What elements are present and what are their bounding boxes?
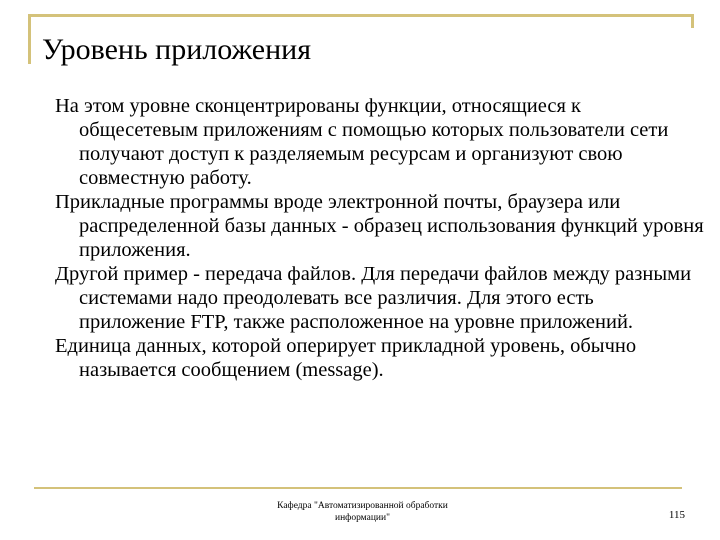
paragraph-3: Другой пример - передача файлов. Для передачи файлов между разными системами надо преодолевать все различия. Для этого есть приложение FTP, также расположенное на уровне приложений. xyxy=(55,263,692,333)
footer-rule xyxy=(34,487,682,489)
frame-right-tick xyxy=(691,14,694,28)
slide-body xyxy=(55,94,705,382)
paragraph-2: Прикладные программы вроде электронной почты, браузера или распределенной базы данных - образец использования функций уровня приложения. xyxy=(55,191,704,261)
footer-caption-line-1: Кафедра "Автоматизированной обработки xyxy=(277,501,448,511)
frame-left-line xyxy=(28,14,31,64)
paragraph-4: Единица данных, которой оперирует прикладной уровень, обычно называется сообщением (message). xyxy=(55,335,637,381)
footer-caption-line-2: информации" xyxy=(335,513,390,523)
page-number: 115 xyxy=(668,509,685,521)
frame-top-line xyxy=(28,14,694,17)
footer-caption xyxy=(250,500,475,524)
slide-title: Уровень приложения xyxy=(42,33,312,66)
paragraph-1: На этом уровне сконцентрированы функции, относящиеся к общесетевым приложениям с помощью которых пользователи сети получают доступ к разделяемым ресурсам и организуют свою совместную работу. xyxy=(55,95,669,189)
